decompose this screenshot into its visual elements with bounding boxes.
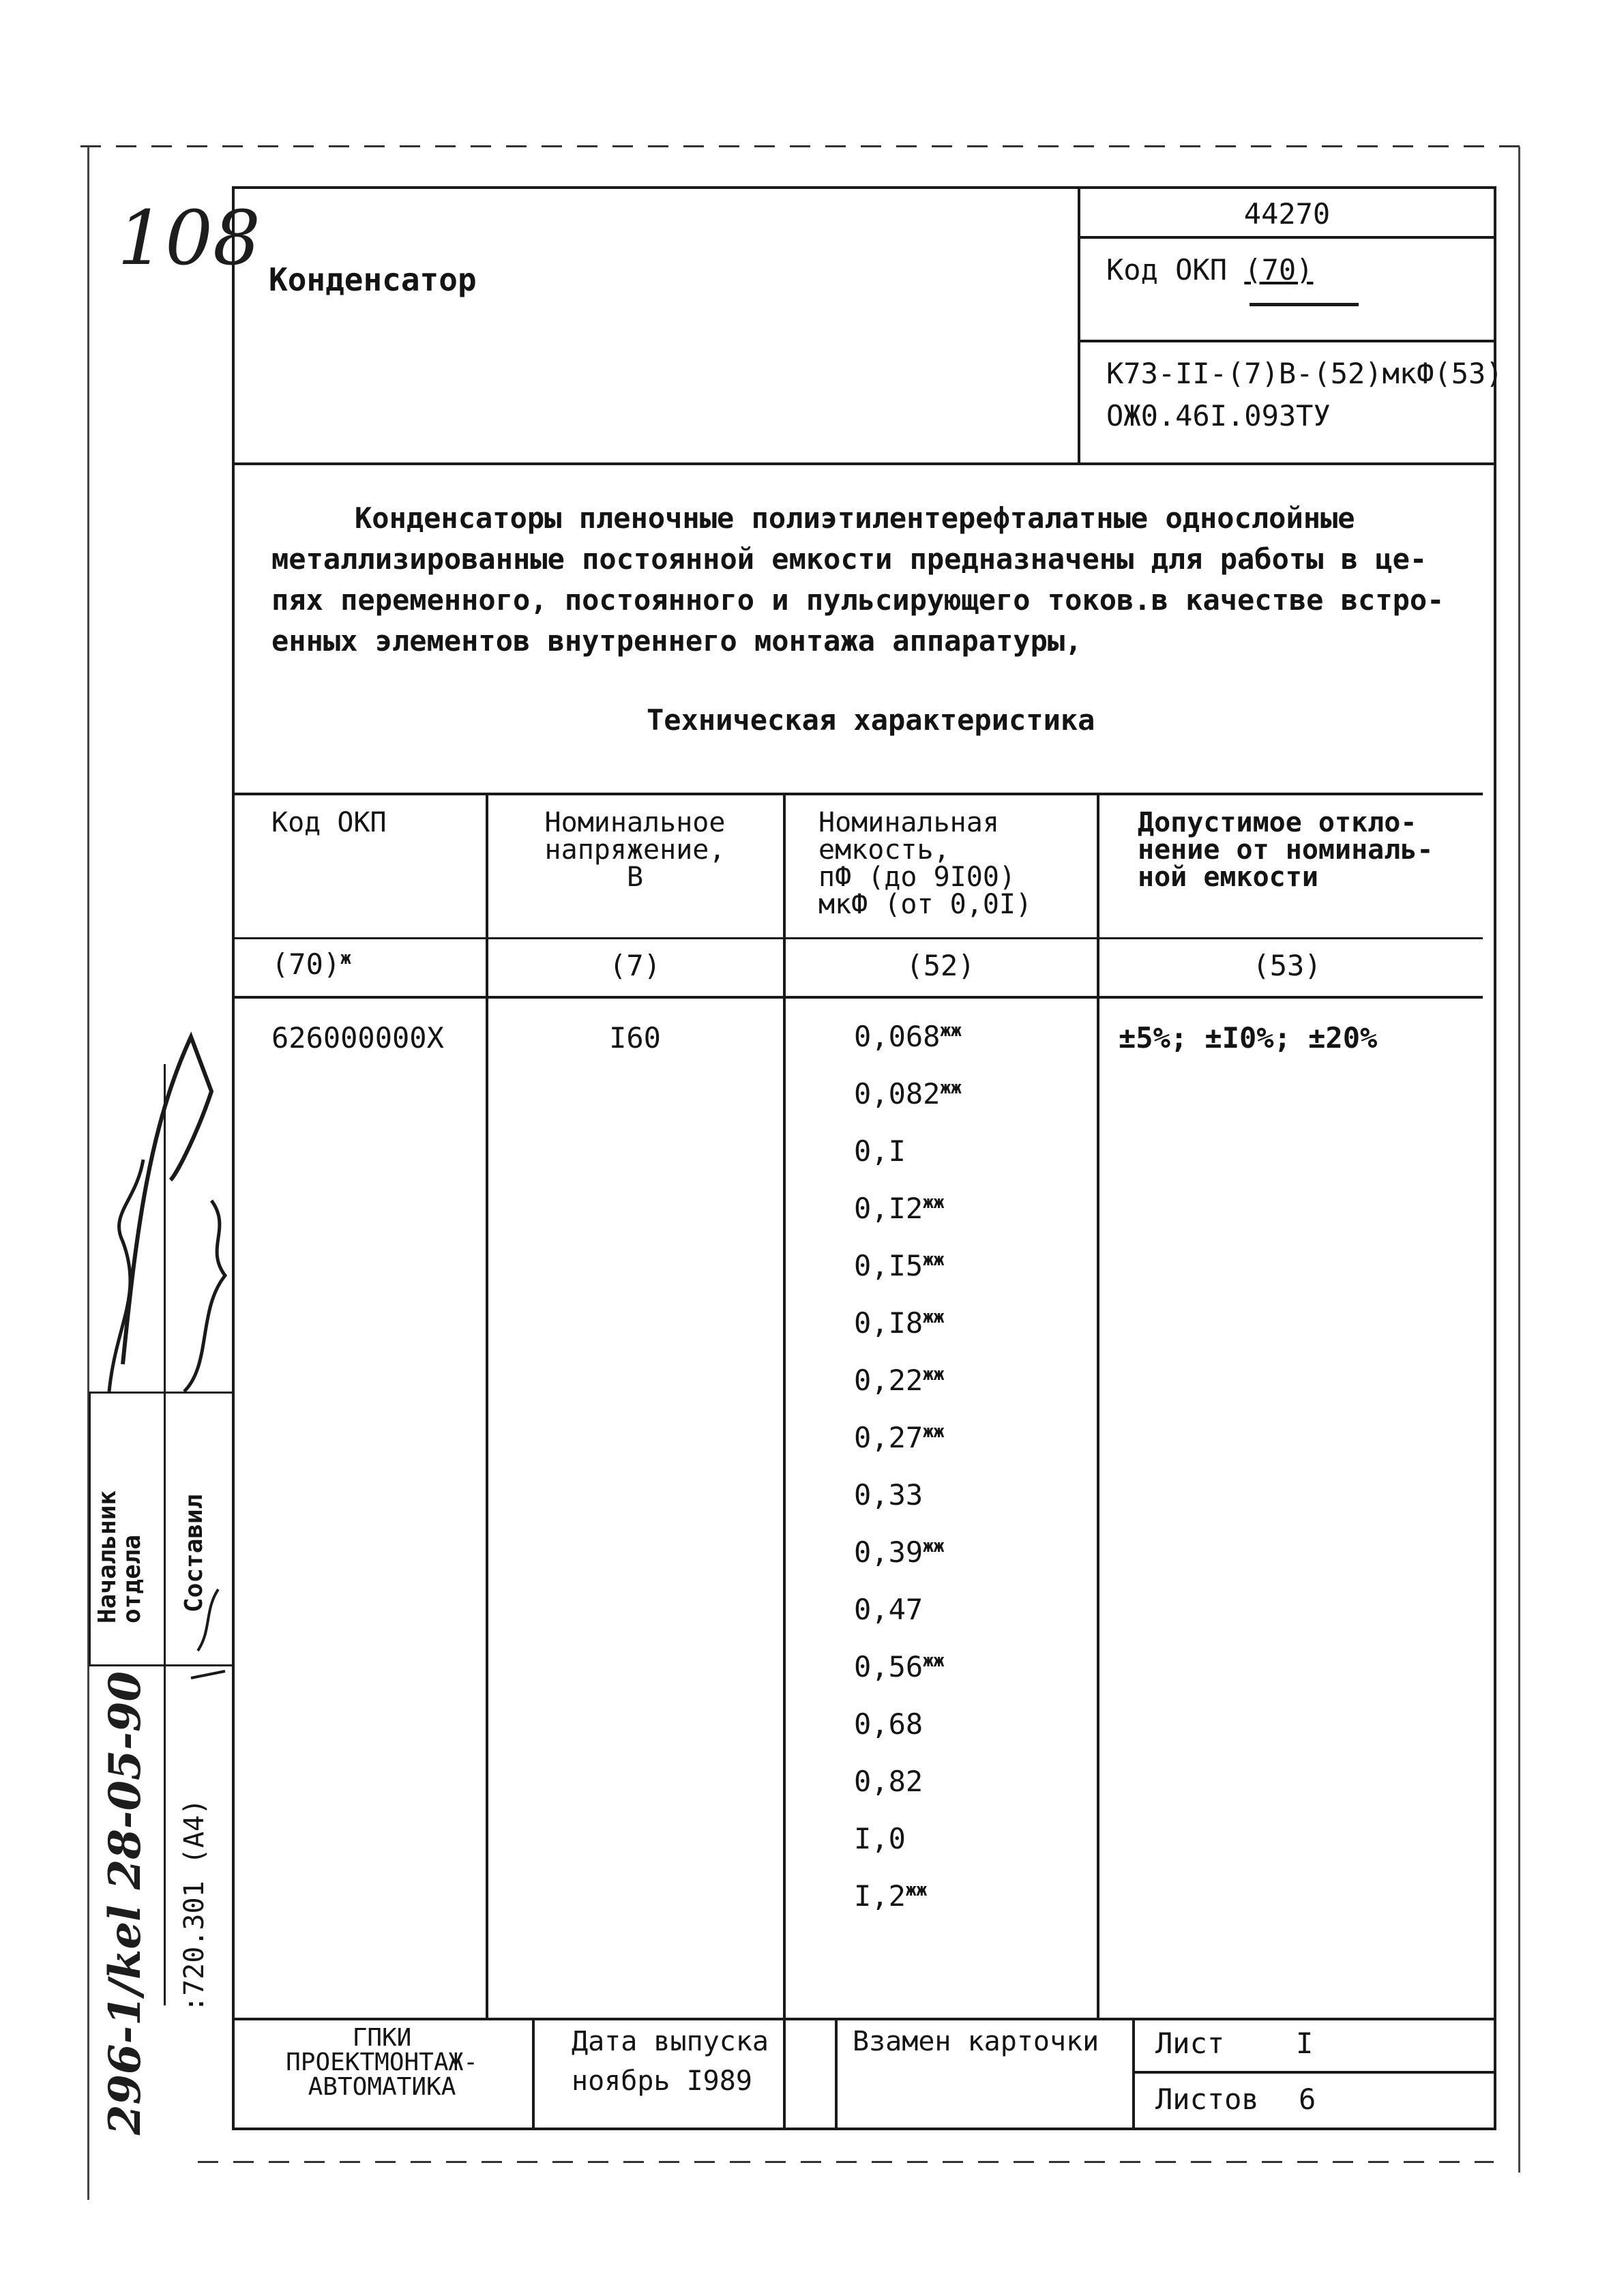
capacitance-value: $0,I5^{жж}$ [854, 1249, 945, 1282]
capacitance-value: $0,I8^{жж}$ [854, 1306, 945, 1340]
footer-divider-1 [532, 2018, 535, 2130]
header-voltage: Номинальное напряжение, В [544, 807, 726, 893]
right-border [1518, 147, 1520, 2173]
footnote-mark: жж [923, 1307, 945, 1327]
footnote-mark: жж [940, 1078, 962, 1098]
code-tolerance: (53) [1252, 949, 1322, 982]
col-divider-2 [783, 793, 786, 2130]
capacitance-value: 0,47 [854, 1593, 923, 1626]
footnote-mark: жж [923, 1364, 945, 1385]
small-signature [191, 1589, 225, 1678]
capacitance-value: $0,I2^{жж}$ [854, 1192, 945, 1225]
code-number-rule [1078, 236, 1496, 239]
frame-right [1494, 186, 1496, 2130]
okp-underline [1250, 303, 1359, 306]
capacitance-value: $0,56^{жж}$ [854, 1650, 945, 1683]
head-of-department-label: Начальник отдела [93, 1490, 146, 1623]
sheets-value: 6 [1299, 2082, 1316, 2116]
footnote-mark: жж [923, 1250, 945, 1270]
spec-number: ОЖ0.46I.093ТУ [1106, 399, 1331, 432]
frame-bottom [232, 2128, 1496, 2130]
footnote-mark: ж [340, 948, 351, 969]
capacitance-value: $0,082^{жж}$ [854, 1077, 962, 1110]
footnote-mark: жж [923, 1651, 945, 1671]
replace-label: Взамен карточки [853, 2026, 1099, 2057]
table-top-rule [232, 793, 1483, 795]
capacitance-value: $0,068^{жж}$ [854, 1020, 962, 1053]
footnote-mark: жж [923, 1422, 945, 1442]
description-line-3: пях переменного, постоянного и пульсирующего токов.в качестве встро- [271, 583, 1445, 617]
stamp-col-line-0 [89, 1392, 91, 1664]
footer-divider-3 [1132, 2018, 1135, 2130]
organization: ГПКИ ПРОЕКТМОНТАЖ- АВТОМАТИКА [286, 2024, 478, 2101]
section-title: Техническая характеристика [647, 703, 1095, 737]
footer-divider-2 [835, 2018, 838, 2130]
code-okp: $(70)^ж$ [271, 947, 351, 981]
footnote-mark: жж [940, 1020, 962, 1041]
capacitance-value: $0,39^{жж}$ [854, 1535, 945, 1569]
description-line-2: металлизированные постоянной емкости предназначены для работы в це- [271, 542, 1428, 576]
table-header-rule [232, 937, 1483, 939]
description-line-1: Конденсаторы пленочные полиэтилентерефталатные однослойные [355, 501, 1355, 535]
header-tolerance: Допустимое откло- нение от номиналь- ной емкости [1138, 807, 1434, 893]
footnote-mark: жж [923, 1536, 945, 1557]
form-code: :720.301 (А4) [179, 1798, 210, 2012]
bottom-border [198, 2161, 1494, 2163]
capacitance-value: 0,82 [854, 1765, 923, 1798]
capacitance-value: I,0 [854, 1822, 906, 1855]
voltage-value: I60 [609, 1021, 661, 1055]
footer-top-rule [232, 2018, 1496, 2020]
top-border [80, 145, 1521, 147]
sheet-rule [1132, 2071, 1496, 2074]
code-voltage: (7) [609, 949, 661, 982]
header-okp: Код ОКП [271, 807, 387, 838]
capacitance-value: $I,2^{жж}$ [854, 1879, 928, 1913]
okp-rule [1078, 340, 1496, 342]
capacitance-value: $0,22^{жж}$ [854, 1364, 945, 1397]
capacitance-value: 0,I [854, 1134, 906, 1168]
okp-ref: (70) [1244, 253, 1314, 286]
sheet-value: I [1296, 2027, 1314, 2060]
okp-label: Код ОКП (70) [1106, 253, 1314, 286]
tolerance-value: ±5%; ±I0%; ±20% [1119, 1021, 1378, 1055]
sheet-label: Лист [1155, 2027, 1225, 2060]
sheets-label: Листов [1155, 2082, 1259, 2116]
card-title: Конденсатор [269, 261, 477, 298]
release-label: Дата выпуска [572, 2026, 769, 2057]
head-signature-stroke [109, 1160, 143, 1392]
table-code-rule [232, 996, 1483, 999]
release-value: ноябрь I989 [572, 2065, 752, 2097]
head-signature [123, 1037, 211, 1364]
frame-top [232, 186, 1496, 189]
capacitance-value: 0,33 [854, 1478, 923, 1512]
left-border [87, 147, 89, 2200]
handwritten-registration: 296-1/kel 28-05-90 [100, 1671, 151, 2135]
code-capacitance: (52) [906, 949, 975, 982]
capacitance-value: $0,27^{жж}$ [854, 1421, 945, 1454]
page-number: 108 [117, 194, 261, 282]
signature-marks [95, 955, 239, 1719]
header-bottom-rule [232, 462, 1496, 465]
capacitance-value: 0,68 [854, 1707, 923, 1741]
header-capacitance: Номинальная емкость, пФ (до 9I00) мкФ (от 0,0I) [818, 807, 1033, 920]
footnote-mark: жж [905, 1880, 928, 1900]
description-line-4: енных элементов внутреннего монтажа аппаратуры, [271, 624, 1082, 658]
footnote-mark: жж [923, 1192, 945, 1213]
okp-value: 626000000Х [271, 1021, 444, 1055]
compiler-signature [184, 1201, 225, 1392]
designation: К73-II-(7)В-(52)мкФ(53) [1106, 357, 1503, 390]
compiled-by-label: Составил [180, 1494, 208, 1613]
code-number: 44270 [1243, 197, 1331, 231]
